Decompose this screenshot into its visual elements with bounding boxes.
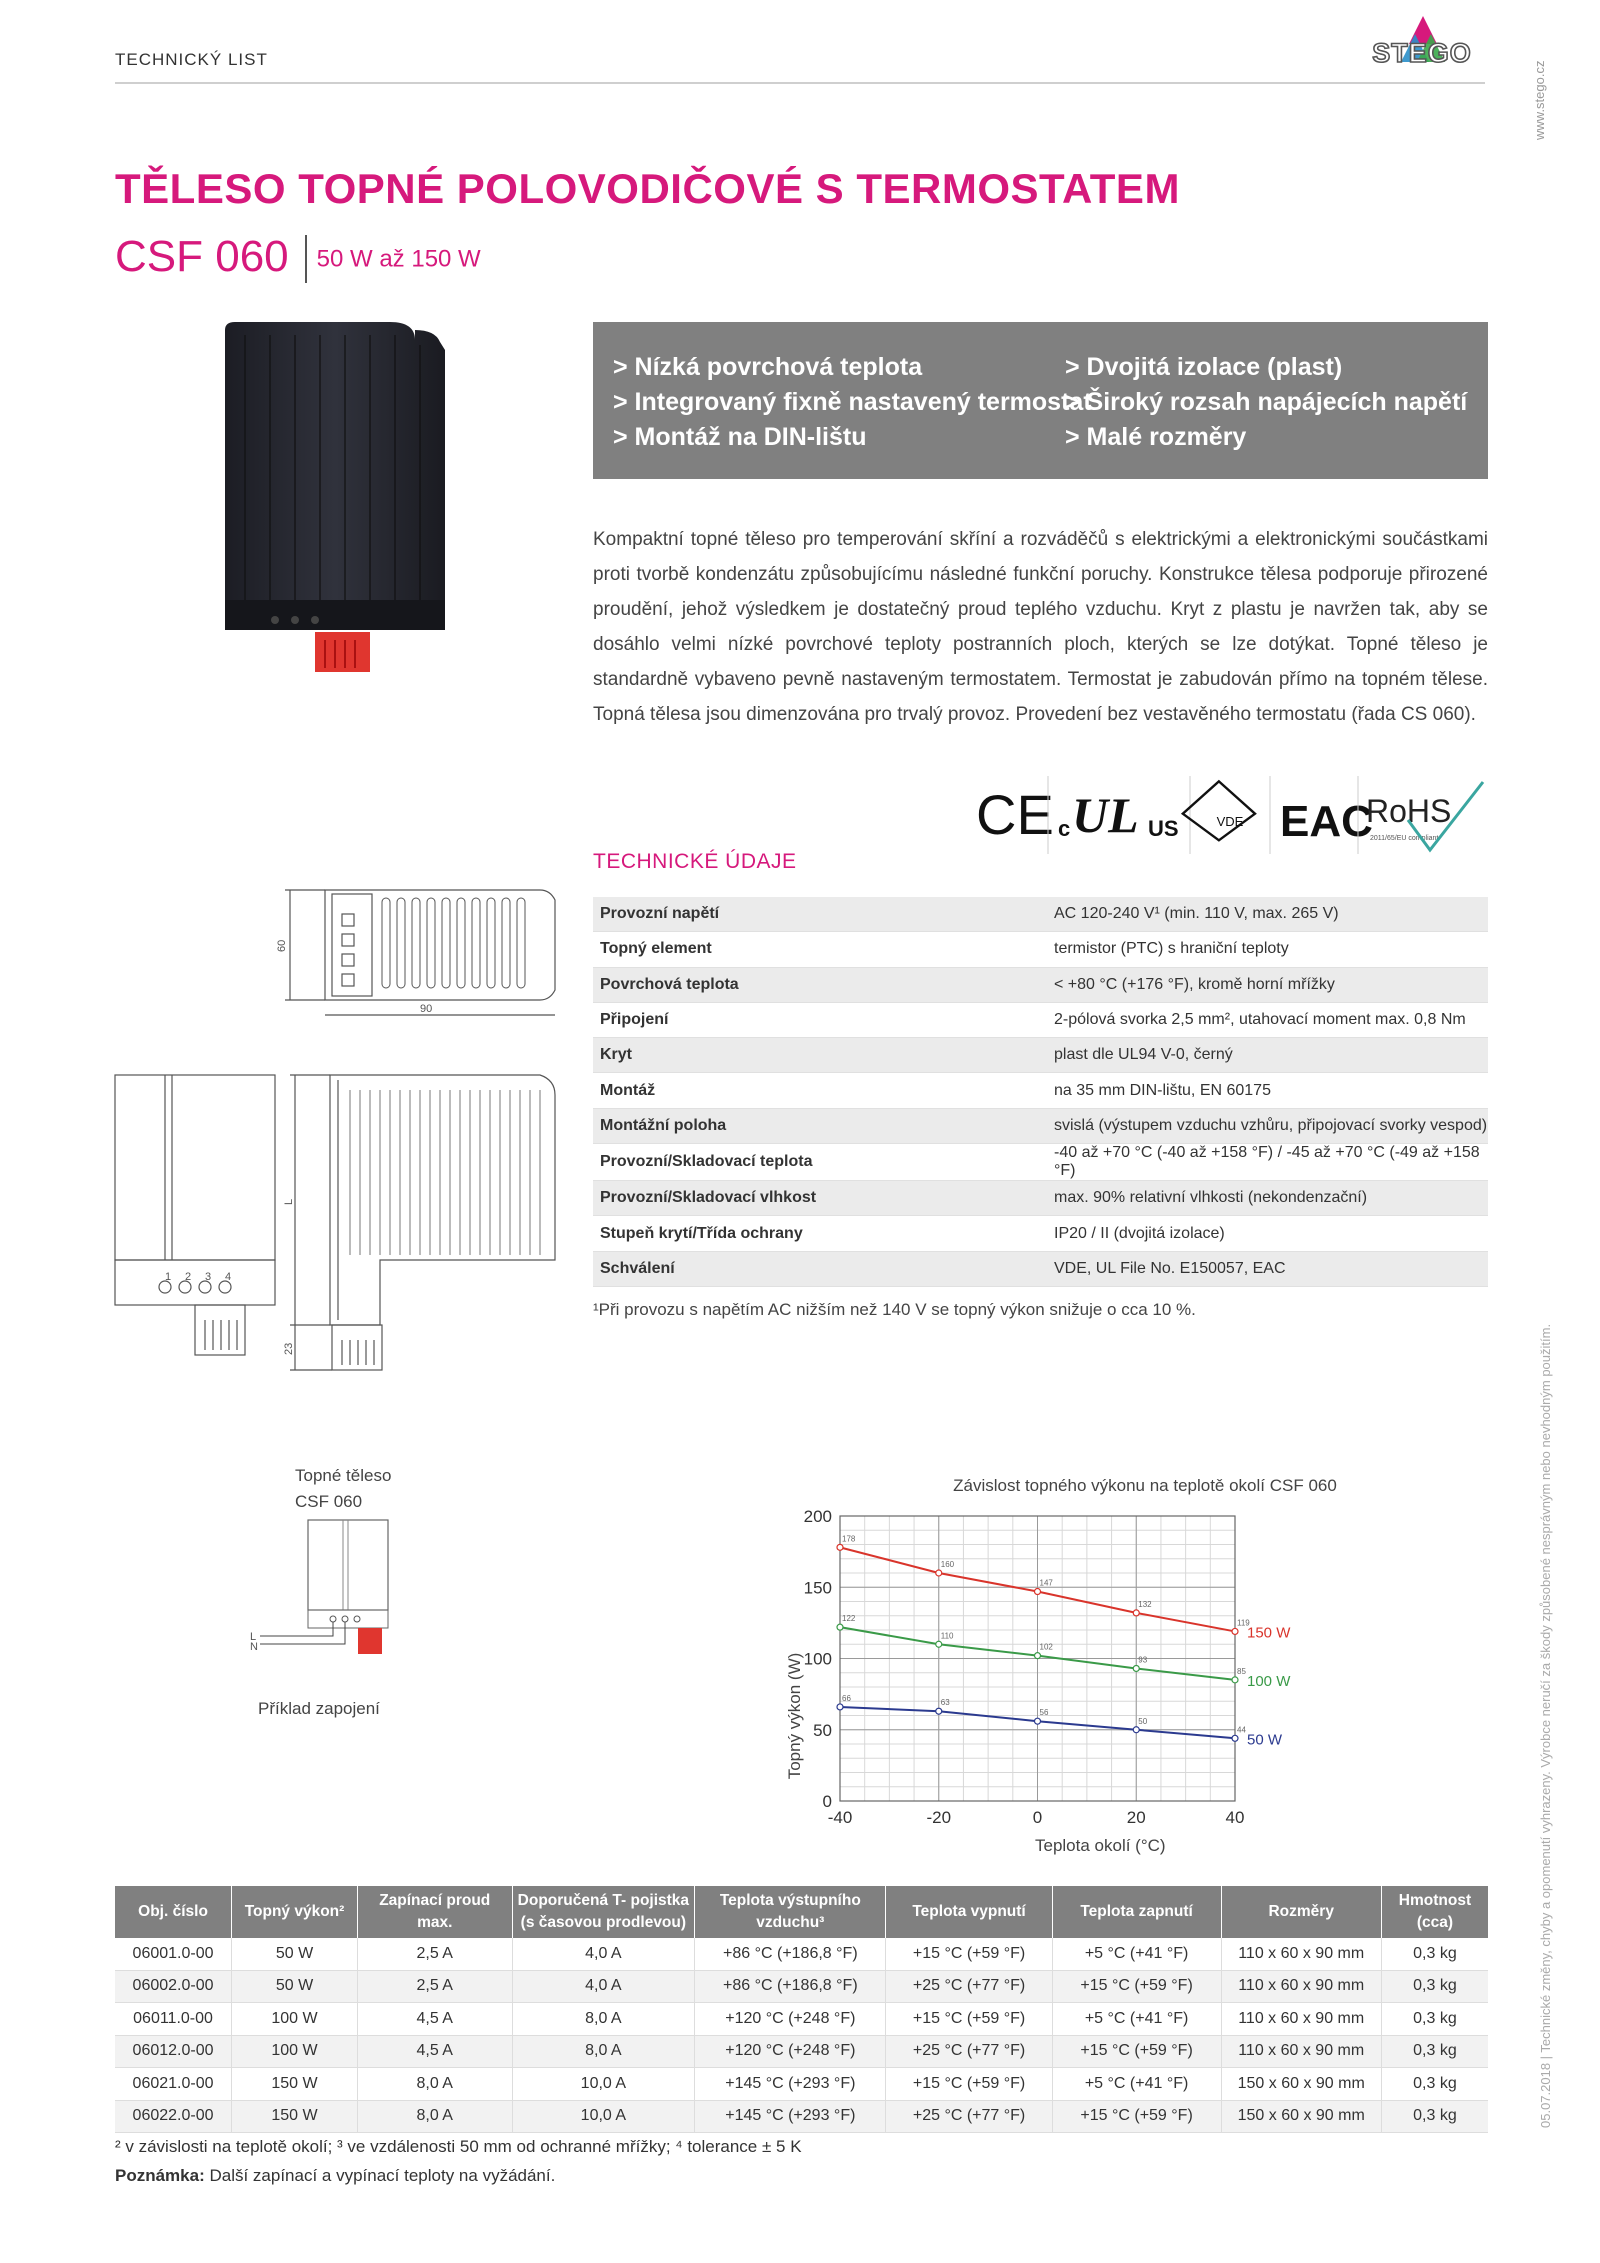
table-footnote: ² v závislosti na teplotě okolí; ³ ve vzdálenosti 50 mm od ochranné mřížky; ⁴ tolerance ± 5 K <box>115 2137 802 2156</box>
y-tick-label: 150 <box>803 1578 832 1598</box>
table-cell: 06012.0-00 <box>115 2035 232 2068</box>
header-divider <box>115 82 1485 84</box>
y-tick-label: 200 <box>803 1507 832 1526</box>
data-label: 85 <box>1237 1666 1246 1676</box>
data-point <box>837 1624 843 1630</box>
data-point <box>1035 1589 1041 1595</box>
feature-item: > Montáž na DIN-lištu <box>613 423 867 451</box>
table-cell: +15 °C (+59 °F) <box>1052 2035 1221 2068</box>
tech-key: Montážní poloha <box>593 1108 1047 1143</box>
table-cell: +15 °C (+59 °F) <box>1052 1970 1221 2003</box>
products-table <box>115 1886 1488 2133</box>
svg-text:US: US <box>1148 816 1179 841</box>
svg-text:CE: CE <box>976 783 1054 846</box>
wiring-label-1: Topné těleso <box>295 1466 392 1485</box>
table-row <box>593 1216 1488 1251</box>
table-cell: 150 x 60 x 90 mm <box>1221 2068 1381 2101</box>
table-cell: 110 x 60 x 90 mm <box>1221 1938 1381 1970</box>
features-col-2 <box>1065 350 1467 455</box>
data-label: 102 <box>1039 1642 1053 1652</box>
y-tick-label: 100 <box>803 1649 832 1669</box>
col-header: Teplota vypnutí <box>886 1886 1052 1938</box>
product-photo <box>215 320 475 690</box>
table-cell: +5 °C (+41 °F) <box>1052 2003 1221 2036</box>
terminal-4: 4 <box>225 1271 232 1283</box>
tech-value: termistor (PTC) s hraniční teploty <box>1047 932 1488 967</box>
svg-text:2011/65/EU compliant: 2011/65/EU compliant <box>1370 835 1439 842</box>
wiring-label <box>295 1463 391 1515</box>
feature-item: > Široký rozsah napájecích napětí <box>1065 388 1468 416</box>
table-cell: 0,3 kg <box>1381 1970 1488 2003</box>
table-row <box>115 2035 1488 2068</box>
table-row <box>115 1970 1488 2003</box>
side-view <box>115 1075 275 1355</box>
wire-n: N <box>250 1641 258 1653</box>
dim-23: 23 <box>283 1342 295 1355</box>
table-cell: 150 W <box>232 2100 358 2133</box>
data-point <box>1035 1718 1041 1724</box>
y-tick-label: 50 <box>813 1720 832 1740</box>
data-point <box>837 1544 843 1550</box>
table-cell: 110 x 60 x 90 mm <box>1221 2035 1381 2068</box>
features-band <box>593 322 1488 479</box>
table-cell: 110 x 60 x 90 mm <box>1221 2003 1381 2036</box>
top-view <box>285 890 555 1015</box>
side-url: www.stego.cz <box>1532 60 1547 140</box>
table-cell: 0,3 kg <box>1381 2035 1488 2068</box>
svg-text:EAC: EAC <box>1280 797 1373 846</box>
table-cell: +145 °C (+293 °F) <box>695 2068 886 2101</box>
tech-key: Provozní/Skladovací vlhkost <box>593 1181 1047 1216</box>
dim-L: L <box>283 1198 295 1205</box>
table-cell: 06011.0-00 <box>115 2003 232 2036</box>
table-cell: 2,5 A <box>357 1970 512 2003</box>
remark-text: Další zapínací a vypínací teploty na vyžádání. <box>204 2166 556 2185</box>
wire-l: L <box>250 1631 257 1643</box>
x-tick-label: 0 <box>1032 1808 1043 1827</box>
feature-item: > Integrovaný fixně nastavený termostat <box>613 388 1092 416</box>
table-row <box>593 1038 1488 1073</box>
tech-value: < +80 °C (+176 °F), kromě horní mřížky <box>1047 967 1488 1002</box>
table-cell: 06022.0-00 <box>115 2100 232 2133</box>
dim-90: 90 <box>420 1003 433 1015</box>
features-col-1 <box>613 350 1092 455</box>
tech-value: plast dle UL94 V-0, černý <box>1047 1038 1488 1073</box>
series-legend-label: 150 W <box>1247 1624 1291 1642</box>
data-label: 56 <box>1039 1708 1049 1718</box>
tech-key: Provozní/Skladovací teplota <box>593 1144 1047 1181</box>
logo-text: STEGO <box>1372 38 1472 68</box>
table-cell: 100 W <box>232 2035 358 2068</box>
vde-mark <box>1183 781 1255 840</box>
table-cell: +5 °C (+41 °F) <box>1052 1938 1221 1970</box>
table-cell: 150 W <box>232 2068 358 2101</box>
table-cell: +15 °C (+59 °F) <box>886 2003 1052 2036</box>
table-row <box>593 1108 1488 1143</box>
table-cell: 0,3 kg <box>1381 2068 1488 2101</box>
data-label: 178 <box>842 1534 856 1544</box>
table-cell: 150 x 60 x 90 mm <box>1221 2100 1381 2133</box>
page-title: TĚLESO TOPNÉ POLOVODIČOVÉ S TERMOSTATEM <box>115 165 1180 212</box>
tech-value: -40 až +70 °C (-40 až +158 °F) / -45 až +70 °C (-49 až +158 °F) <box>1047 1144 1488 1181</box>
col-header: Obj. číslo <box>115 1886 232 1938</box>
certification-logos <box>968 776 1488 854</box>
table-row <box>593 1073 1488 1108</box>
table-cell: +15 °C (+59 °F) <box>886 1938 1052 1970</box>
tech-key: Připojení <box>593 1002 1047 1037</box>
col-header: Teplota zapnutí <box>1052 1886 1221 1938</box>
table-cell: 06021.0-00 <box>115 2068 232 2101</box>
data-point <box>1035 1653 1041 1659</box>
data-label: 63 <box>940 1698 950 1708</box>
table-cell: +15 °C (+59 °F) <box>886 2068 1052 2101</box>
table-cell: 06002.0-00 <box>115 1970 232 2003</box>
data-label: 44 <box>1237 1725 1246 1735</box>
data-label: 93 <box>1138 1655 1148 1665</box>
table-cell: +25 °C (+77 °F) <box>886 2035 1052 2068</box>
dim-60: 60 <box>276 939 288 952</box>
data-point <box>837 1704 843 1710</box>
table-cell: 2,5 A <box>357 1938 512 1970</box>
table-row <box>115 2003 1488 2036</box>
data-label: 147 <box>1039 1578 1053 1588</box>
data-point <box>936 1570 942 1576</box>
col-header: Hmotnost (cca) <box>1381 1886 1488 1938</box>
data-label: 110 <box>940 1631 954 1641</box>
svg-text:UL: UL <box>1072 787 1139 843</box>
tech-section-title: TECHNICKÉ ÚDAJE <box>593 850 797 873</box>
feature-item: > Malé rozměry <box>1065 423 1247 451</box>
tech-key: Stupeň krytí/Třída ochrany <box>593 1216 1047 1251</box>
x-axis-label: Teplota okolí (°C) <box>1035 1836 1166 1855</box>
x-tick-label: 40 <box>1225 1808 1245 1827</box>
table-cell: 110 x 60 x 90 mm <box>1221 1970 1381 2003</box>
data-point <box>936 1708 942 1714</box>
tech-table <box>593 897 1488 1287</box>
page-subtitle <box>115 232 481 283</box>
table-cell: 4,5 A <box>357 2003 512 2036</box>
y-axis-label: Topný výkon (W) <box>785 1652 804 1780</box>
power-temperature-chart <box>760 1466 1490 1866</box>
col-header: Topný výkon² <box>232 1886 358 1938</box>
col-header: Rozměry <box>1221 1886 1381 1938</box>
series-legend-label: 50 W <box>1247 1731 1283 1749</box>
table-cell: 06001.0-00 <box>115 1938 232 1970</box>
table-cell: 4,0 A <box>512 1938 695 1970</box>
front-view <box>290 1075 555 1370</box>
table-cell: +86 °C (+186,8 °F) <box>695 1938 886 1970</box>
table-cell: +25 °C (+77 °F) <box>886 1970 1052 2003</box>
data-label: 160 <box>940 1560 955 1569</box>
tech-footnote: ¹Při provozu s napětím AC nižším než 140 V se topný výkon snižuje o cca 10 %. <box>593 1300 1196 1319</box>
data-label: 50 <box>1138 1716 1148 1726</box>
terminal-block <box>315 632 370 672</box>
tech-value: AC 120-240 V¹ (min. 110 V, max. 265 V) <box>1047 897 1488 932</box>
table-cell: +120 °C (+248 °F) <box>695 2035 886 2068</box>
wiring-diagram <box>248 1518 398 1668</box>
chart-title: Závislost topného výkonu na teplotě okolí CSF 060 <box>953 1476 1337 1495</box>
tech-key: Schválení <box>593 1251 1047 1286</box>
table-cell: +25 °C (+77 °F) <box>886 2100 1052 2133</box>
remark-label: Poznámka: <box>115 2166 205 2185</box>
tech-key: Provozní napětí <box>593 897 1047 932</box>
wiring-caption: Příklad zapojení <box>258 1699 380 1718</box>
data-label: 132 <box>1138 1599 1152 1609</box>
table-cell: 100 W <box>232 2003 358 2036</box>
side-legal-note: 05.07.2018 | Technické změny, chyby a opomenutí vyhrazeny. Výrobce neručí za škody způsobené nesprávným nebo nevhodným použitím. <box>1538 1323 1553 2128</box>
table-row <box>115 1938 1488 1970</box>
heater-base <box>225 600 445 630</box>
series-legend-label: 100 W <box>1247 1672 1291 1690</box>
tech-key: Topný element <box>593 932 1047 967</box>
data-label: 119 <box>1237 1618 1250 1628</box>
table-cell: +145 °C (+293 °F) <box>695 2100 886 2133</box>
stego-logo <box>1355 14 1490 84</box>
data-point <box>1133 1610 1139 1616</box>
table-cell: 4,0 A <box>512 1970 695 2003</box>
tech-value: IP20 / II (dvojitá izolace) <box>1047 1216 1488 1251</box>
table-row <box>593 932 1488 967</box>
col-header: Zapínací proud max. <box>357 1886 512 1938</box>
chart-series <box>837 1534 1291 1748</box>
tech-value: 2-pólová svorka 2,5 mm², utahovací moment max. 0,8 Nm <box>1047 1002 1488 1037</box>
table-cell: 0,3 kg <box>1381 2003 1488 2036</box>
svg-text:VDE: VDE <box>1216 814 1244 829</box>
tech-key: Montáž <box>593 1073 1047 1108</box>
table-cell: 8,0 A <box>357 2068 512 2101</box>
power-range: 50 W až 150 W <box>316 245 481 273</box>
table-row <box>593 1144 1488 1181</box>
tech-value: VDE, UL File No. E150057, EAC <box>1047 1251 1488 1286</box>
feature-item: > Dvojitá izolace (plast) <box>1065 353 1343 381</box>
rohs-mark <box>1366 782 1483 850</box>
data-point <box>1133 1665 1139 1671</box>
table-row <box>593 967 1488 1002</box>
heater-body <box>225 322 445 610</box>
y-tick-label: 0 <box>822 1792 832 1811</box>
table-cell: 0,3 kg <box>1381 1938 1488 1970</box>
table-cell: +120 °C (+248 °F) <box>695 2003 886 2036</box>
header-label: TECHNICKÝ LIST <box>115 50 268 69</box>
x-tick-label: -40 <box>827 1808 853 1827</box>
table-row <box>593 897 1488 932</box>
svg-text:RoHS: RoHS <box>1366 793 1452 829</box>
table-row <box>115 2068 1488 2101</box>
ce-mark <box>976 783 1054 846</box>
data-point <box>1232 1677 1238 1683</box>
table-cell: 50 W <box>232 1938 358 1970</box>
ul-mark <box>1058 787 1179 843</box>
table-cell: 10,0 A <box>512 2100 695 2133</box>
table-header-row <box>115 1886 1488 1938</box>
table-cell: 8,0 A <box>357 2100 512 2133</box>
data-label: 122 <box>842 1614 856 1624</box>
table-cell: +15 °C (+59 °F) <box>1052 2100 1221 2133</box>
terminal-1: 1 <box>165 1271 172 1283</box>
table-cell: 50 W <box>232 1970 358 2003</box>
x-tick-label: 20 <box>1126 1808 1146 1827</box>
table-cell: 10,0 A <box>512 2068 695 2101</box>
tech-value: max. 90% relativní vlhkosti (nekondenzační) <box>1047 1181 1488 1216</box>
table-cell: +86 °C (+186,8 °F) <box>695 1970 886 2003</box>
wiring-label-2: CSF 060 <box>295 1492 363 1511</box>
eac-mark <box>1280 797 1373 846</box>
data-point <box>1133 1727 1139 1733</box>
table-row <box>593 1002 1488 1037</box>
data-point <box>936 1641 942 1647</box>
col-header: Teplota výstupního vzduchu³ <box>695 1886 886 1938</box>
feature-item: > Nízká povrchová teplota <box>613 353 923 381</box>
data-point <box>1232 1735 1238 1741</box>
terminal-3: 3 <box>205 1271 212 1283</box>
remark <box>115 2166 555 2186</box>
data-label: 66 <box>842 1693 851 1703</box>
table-row <box>593 1181 1488 1216</box>
col-header: Doporučená T- pojistka (s časovou prodlevou) <box>512 1886 695 1938</box>
x-tick-label: -20 <box>926 1808 952 1827</box>
tech-key: Kryt <box>593 1038 1047 1073</box>
table-cell: 8,0 A <box>512 2035 695 2068</box>
dimension-drawing <box>110 880 580 1380</box>
svg-text:c: c <box>1058 816 1071 841</box>
table-row <box>593 1251 1488 1286</box>
table-cell: 8,0 A <box>512 2003 695 2036</box>
model-name: CSF 060 <box>115 232 289 281</box>
tech-value: svislá (výstupem vzduchu vzhůru, připojovací svorky vespod) <box>1047 1108 1488 1143</box>
table-cell: 4,5 A <box>357 2035 512 2068</box>
tech-value: na 35 mm DIN-lištu, EN 60175 <box>1047 1073 1488 1108</box>
terminal-2: 2 <box>185 1271 192 1283</box>
table-cell: +5 °C (+41 °F) <box>1052 2068 1221 2101</box>
table-row <box>115 2100 1488 2133</box>
data-point <box>1232 1628 1238 1634</box>
product-description: Kompaktní topné těleso pro temperování skříní a rozváděčů s elektrickými a elektronickými součástkami proti tvorbě kondenzátu způsobujícímu následné funkční poruchy. Konstrukce tělesa podporuje přirozené proudění, jehož výsledkem je dostatečný proud teplého vzduchu. Kryt z plastu je navržen tak, aby se dosáhlo velmi nízké povrchové teploty postranních ploch, kterých se lze dotýkat. Topné těleso je standardně vybaveno pevně nastaveným termostatem. Termostat je zabudován přímo na topném tělese. Topná tělesa jsou dimenzována pro trvalý provoz. Provedení bez vestavěného termostatu (řada CS 060). <box>593 529 1488 725</box>
subtitle-separator <box>305 235 307 283</box>
table-cell: 0,3 kg <box>1381 2100 1488 2133</box>
tech-key: Povrchová teplota <box>593 967 1047 1002</box>
